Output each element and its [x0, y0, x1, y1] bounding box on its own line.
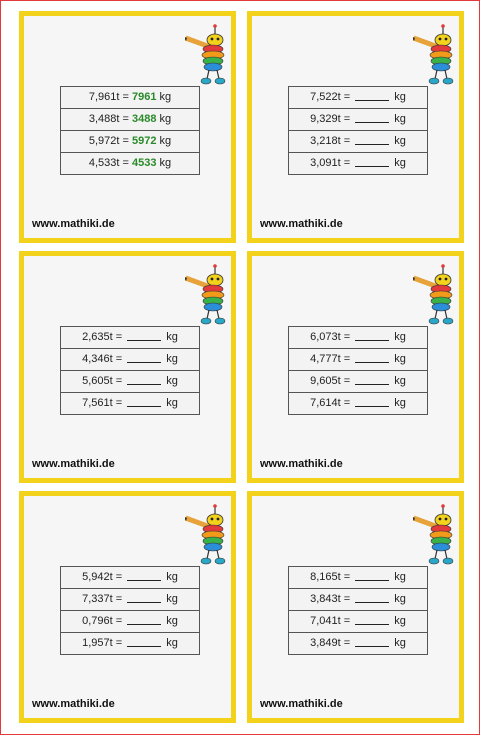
answer-blank: [127, 614, 161, 625]
conversion-row: [61, 371, 199, 393]
unit-label: kg: [156, 91, 172, 103]
equals-sign: =: [340, 637, 354, 649]
conversion-row: [289, 633, 427, 654]
unit-label: kg: [391, 331, 406, 343]
tons-value: 7,614t: [310, 397, 341, 409]
equals-sign: =: [340, 353, 354, 365]
mascot-pencil-icon: [413, 504, 457, 566]
tons-value: 4,777t: [310, 353, 341, 365]
conversion-row: [289, 87, 427, 109]
equals-sign: =: [112, 397, 126, 409]
answer-blank: [127, 396, 161, 407]
answer-blank: [355, 112, 389, 123]
conversion-row: [61, 87, 199, 109]
answer-blank: [355, 396, 389, 407]
equals-sign: =: [112, 615, 126, 627]
conversion-row: [61, 109, 199, 131]
conversion-row: [289, 153, 427, 174]
tons-value: 6,073t: [310, 331, 341, 343]
answer-blank: [355, 156, 389, 167]
tons-value: 3,488t: [88, 113, 120, 125]
conversion-row: [61, 611, 199, 633]
tons-value: 5,605t: [82, 375, 113, 387]
equals-sign: =: [112, 593, 126, 605]
tons-value: 4,533t: [88, 157, 120, 169]
mascot-pencil-icon: [413, 24, 457, 86]
tons-value: 8,165t: [310, 571, 341, 583]
unit-label: kg: [163, 571, 178, 583]
tons-value: 1,957t: [82, 637, 113, 649]
equals-sign: =: [340, 615, 354, 627]
equals-sign: =: [112, 571, 126, 583]
equals-sign: =: [340, 331, 354, 343]
unit-label: kg: [156, 157, 172, 169]
mascot-pencil-icon: [413, 264, 457, 326]
answer-blank: [355, 330, 389, 341]
unit-label: kg: [391, 593, 406, 605]
tons-value: 3,843t: [310, 593, 341, 605]
unit-label: kg: [163, 375, 178, 387]
equals-sign: =: [340, 397, 354, 409]
answer-value: 7961: [131, 91, 157, 103]
answer-value: 4533: [131, 157, 157, 169]
answer-blank: [127, 352, 161, 363]
equals-sign: =: [340, 571, 354, 583]
conversion-row: [61, 589, 199, 611]
answer-blank: [355, 636, 389, 647]
unit-label: kg: [391, 113, 406, 125]
footer-url: www.mathiki.de: [32, 218, 115, 230]
conversion-row: [289, 349, 427, 371]
tons-value: 7,561t: [82, 397, 113, 409]
footer-url: www.mathiki.de: [32, 698, 115, 710]
tons-value: 7,961t: [88, 91, 120, 103]
answer-blank: [127, 570, 161, 581]
footer-url: www.mathiki.de: [260, 698, 343, 710]
conversion-row: [61, 393, 199, 414]
conversion-table: [60, 566, 200, 655]
answer-blank: [127, 374, 161, 385]
tons-value: 7,041t: [310, 615, 341, 627]
conversion-row: [61, 153, 199, 174]
unit-label: kg: [163, 331, 178, 343]
conversion-table: [288, 86, 428, 175]
exercise-card-3: [19, 251, 236, 483]
equals-sign: =: [119, 91, 132, 103]
unit-label: kg: [391, 353, 406, 365]
conversion-row: [289, 327, 427, 349]
unit-label: kg: [163, 397, 178, 409]
tons-value: 4,346t: [82, 353, 113, 365]
unit-label: kg: [391, 571, 406, 583]
unit-label: kg: [163, 637, 178, 649]
tons-value: 9,605t: [310, 375, 341, 387]
conversion-row: [61, 131, 199, 153]
unit-label: kg: [163, 615, 178, 627]
answer-blank: [127, 636, 161, 647]
tons-value: 3,849t: [310, 637, 341, 649]
unit-label: kg: [163, 593, 178, 605]
tons-value: 7,337t: [82, 593, 113, 605]
equals-sign: =: [112, 353, 126, 365]
conversion-row: [289, 109, 427, 131]
equals-sign: =: [340, 91, 354, 103]
unit-label: kg: [391, 91, 406, 103]
equals-sign: =: [340, 113, 354, 125]
equals-sign: =: [112, 637, 126, 649]
conversion-row: [61, 349, 199, 371]
footer-url: www.mathiki.de: [260, 458, 343, 470]
tons-value: 2,635t: [82, 331, 113, 343]
tons-value: 3,218t: [310, 135, 341, 147]
equals-sign: =: [340, 593, 354, 605]
equals-sign: =: [112, 375, 126, 387]
exercise-card-5: [19, 491, 236, 723]
unit-label: kg: [156, 135, 172, 147]
unit-label: kg: [391, 397, 406, 409]
answer-blank: [355, 592, 389, 603]
unit-label: kg: [391, 135, 406, 147]
unit-label: kg: [391, 637, 406, 649]
equals-sign: =: [340, 157, 354, 169]
tons-value: 3,091t: [310, 157, 341, 169]
exercise-card-4: [247, 251, 464, 483]
equals-sign: =: [340, 375, 354, 387]
equals-sign: =: [340, 135, 354, 147]
conversion-row: [289, 393, 427, 414]
exercise-card-6: [247, 491, 464, 723]
answer-value: 3488: [131, 113, 157, 125]
conversion-row: [289, 611, 427, 633]
exercise-card-2: [247, 11, 464, 243]
unit-label: kg: [163, 353, 178, 365]
answer-value: 5972: [131, 135, 157, 147]
unit-label: kg: [156, 113, 172, 125]
mascot-pencil-icon: [185, 24, 229, 86]
answer-blank: [355, 352, 389, 363]
tons-value: 0,796t: [82, 615, 113, 627]
unit-label: kg: [391, 375, 406, 387]
equals-sign: =: [119, 135, 132, 147]
footer-url: www.mathiki.de: [32, 458, 115, 470]
conversion-row: [289, 131, 427, 153]
tons-value: 7,522t: [310, 91, 341, 103]
conversion-row: [61, 633, 199, 654]
mascot-pencil-icon: [185, 504, 229, 566]
conversion-row: [289, 589, 427, 611]
conversion-table: [60, 86, 200, 175]
conversion-table: [288, 326, 428, 415]
conversion-row: [289, 567, 427, 589]
answer-blank: [127, 330, 161, 341]
equals-sign: =: [112, 331, 126, 343]
mascot-pencil-icon: [185, 264, 229, 326]
footer-url: www.mathiki.de: [260, 218, 343, 230]
equals-sign: =: [119, 157, 132, 169]
tons-value: 5,942t: [82, 571, 113, 583]
unit-label: kg: [391, 157, 406, 169]
conversion-table: [288, 566, 428, 655]
tons-value: 5,972t: [88, 135, 120, 147]
answer-blank: [355, 134, 389, 145]
equals-sign: =: [119, 113, 132, 125]
tons-value: 9,329t: [310, 113, 341, 125]
unit-label: kg: [391, 615, 406, 627]
answer-blank: [355, 90, 389, 101]
conversion-table: [60, 326, 200, 415]
answer-blank: [355, 614, 389, 625]
conversion-row: [61, 327, 199, 349]
answer-blank: [355, 374, 389, 385]
answer-blank: [127, 592, 161, 603]
conversion-row: [61, 567, 199, 589]
answer-blank: [355, 570, 389, 581]
conversion-row: [289, 371, 427, 393]
exercise-card-1: [19, 11, 236, 243]
